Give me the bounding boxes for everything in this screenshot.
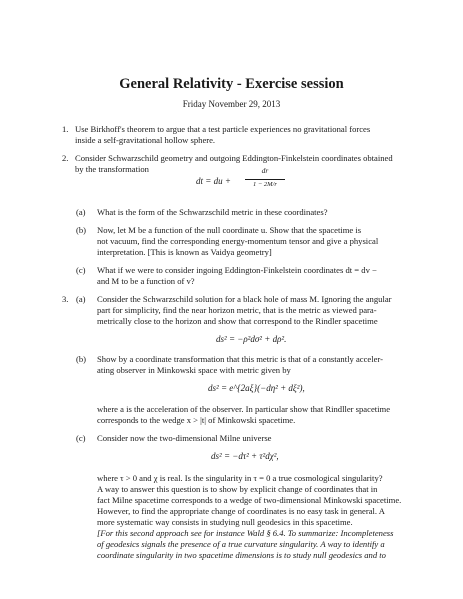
subitem-line: ating observer in Minkowski space with metric given by	[97, 365, 291, 375]
subitem-line: and M to be a function of v?	[97, 276, 195, 286]
subitem-line: A way to answer this question is to show by explicit change of coordinates that in	[97, 484, 378, 494]
equation-fraction-line	[245, 179, 285, 180]
subitem-line: Show by a coordinate transformation that this metric is that of a constantly acceler-	[97, 354, 383, 364]
subitem-line: of geodesics signals the presence of a true curvature singularity. A way to identify a	[97, 539, 385, 549]
subitem-line: where a is the acceleration of the observer. In particular show that Rindller spacetime	[97, 404, 391, 414]
equation-minkowski: ds² = e^{2aξ}(−dη² + dξ²),	[208, 383, 305, 393]
problem-2-line: Consider Schwarzschild geometry and outgoing Eddington-Finkelstein coordinates obtained	[75, 153, 393, 163]
problem-1-line: inside a self-gravitational hollow sphere.	[75, 135, 216, 145]
equation-numerator: dr	[261, 166, 269, 175]
subitem-line: interpretation. [This is known as Vaidya geometry]	[97, 247, 272, 257]
subitem-label: (b)	[76, 225, 87, 235]
subitem-line: corresponds to the wedge x > |t| of Minkowski spacetime.	[97, 415, 296, 425]
equation-transformation-lhs: dt = du +	[196, 176, 231, 186]
subitem-label: (c)	[76, 433, 86, 443]
subitem-line: Consider the Schwarzschild solution for a black hole of mass M. Ignoring the angular	[97, 294, 392, 304]
subitem-line: fact Milne spacetime corresponds to a wedge of two-dimensional Minkowski spacetime.	[97, 495, 402, 505]
equation-denominator: 1 − 2M/r	[253, 181, 277, 188]
problem-2-line: by the transformation	[75, 164, 149, 174]
problem-1-number: 1.	[62, 124, 69, 134]
subitem-line: metrically close to the horizon and show that correspond to the Rindler spacetime	[97, 316, 378, 326]
subitem-line: Now, let M be a function of the null coordinate u. Show that the spacetime is	[97, 225, 362, 235]
subitem-line: where τ > 0 and χ is real. Is the singularity in τ = 0 a true cosmological singularity?	[97, 473, 383, 483]
problem-3-number: 3.	[62, 294, 69, 304]
subitem-line: not vacuum, find the corresponding energy-momentum tensor and give a physical	[97, 236, 379, 246]
subitem-label: (c)	[76, 265, 86, 275]
subitem-label: (a)	[76, 207, 86, 217]
subitem-line: [For this second approach see for instance Wald § 6.4. To summarize: Incompleteness	[97, 528, 394, 538]
subitem-label: (b)	[76, 354, 87, 364]
subitem-line: However, to find the appropriate change of coordinates is no easy task in general. A	[97, 506, 385, 516]
equation-milne: ds² = −dτ² + τ²dχ²,	[211, 451, 279, 461]
page-title: General Relativity - Exercise session	[119, 76, 344, 92]
subitem-line: Consider now the two-dimensional Milne universe	[97, 433, 272, 443]
page-date: Friday November 29, 2013	[182, 99, 281, 109]
subitem-line: more systematic way consists in studying null geodesics in this spacetime.	[97, 517, 353, 527]
problem-2-number: 2.	[62, 153, 69, 163]
subitem-line: coordinate singularity in two spacetime dimensions is to study null geodesics and to	[97, 550, 386, 560]
subitem-line: part for simplicity, find the near horizon metric, that is the metric as viewed para-	[97, 305, 377, 315]
problem-1-line: Use Birkhoff's theorem to argue that a test particle experiences no gravitational forces	[75, 124, 371, 134]
subitem-line: What is the form of the Schwarzschild metric in these coordinates?	[97, 207, 328, 217]
equation-rindler: ds² = −ρ²dσ² + dρ².	[216, 334, 287, 344]
subitem-label: (a)	[76, 294, 86, 304]
subitem-line: What if we were to consider ingoing Eddington-Finkelstein coordinates dt = dv −	[97, 265, 377, 275]
